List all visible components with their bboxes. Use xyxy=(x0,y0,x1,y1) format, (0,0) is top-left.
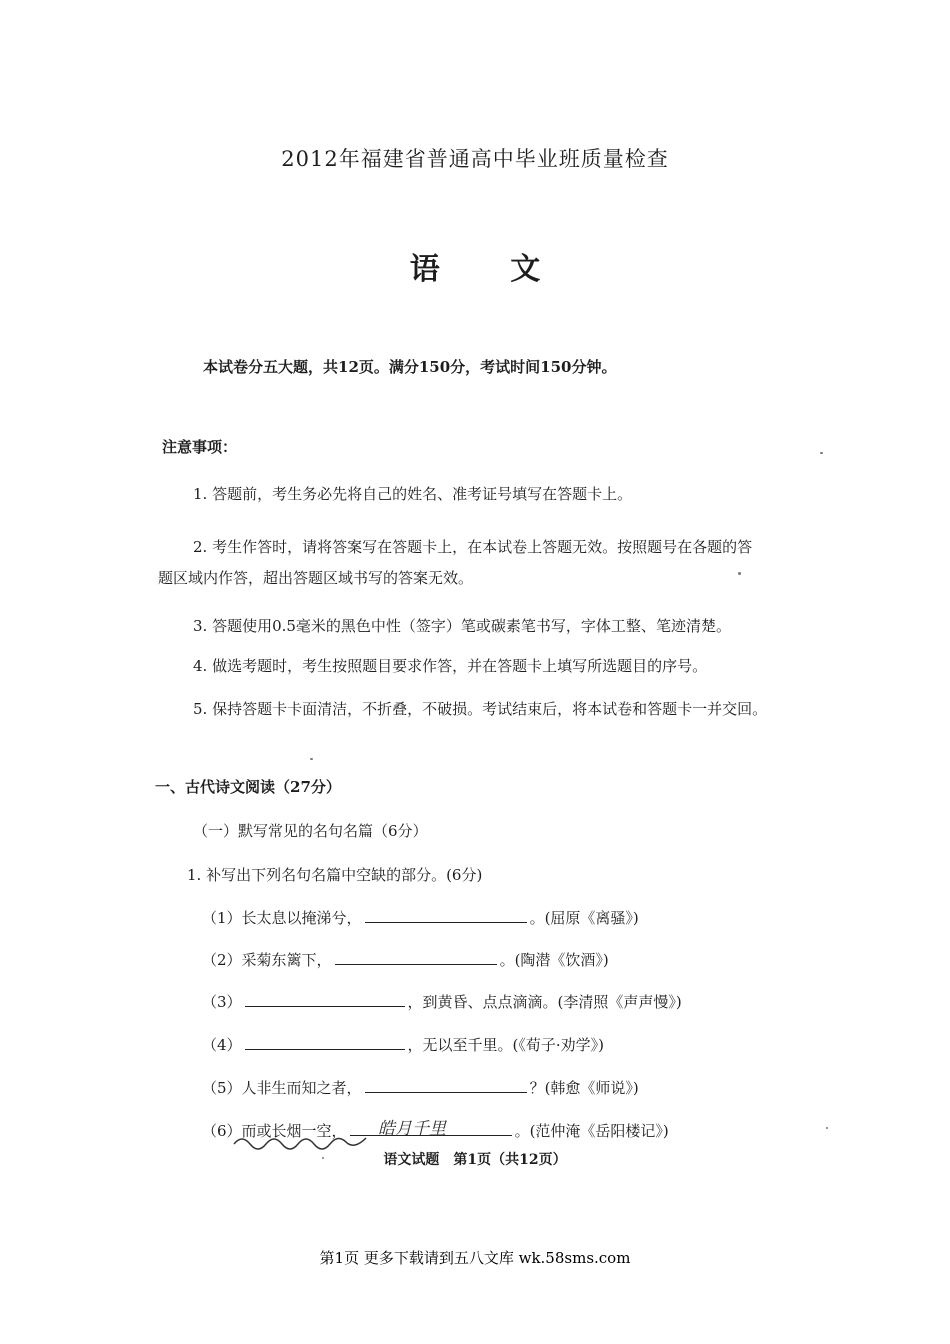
line-number: （2） xyxy=(202,951,242,969)
line-number: （3） xyxy=(202,993,242,1011)
line-pre: 长太息以掩涕兮， xyxy=(241,909,362,927)
fill-line-2 xyxy=(202,948,609,970)
answer-blank[interactable] xyxy=(365,906,527,923)
answer-blank[interactable] xyxy=(365,1076,527,1093)
subsection-heading: （一）默写常见的名句名篇（6分） xyxy=(193,822,428,840)
line-pre: 采菊东篱下， xyxy=(241,951,332,969)
answer-blank[interactable] xyxy=(245,1033,405,1050)
line-post: 。(屈原《离骚》) xyxy=(529,909,639,927)
notice-item-4: 4. 做选考题时，考生按照题目要求作答，并在答题卡上填写所选题目的序号。 xyxy=(193,657,708,675)
line-post: 。(陶潜《饮酒》) xyxy=(499,951,609,969)
scan-speck xyxy=(738,572,741,575)
exam-title: 2012年福建省普通高中毕业班质量检查 xyxy=(281,147,669,171)
notice-item-2-cont: 题区域内作答，超出答题区域书写的答案无效。 xyxy=(158,569,474,587)
notice-item-5: 5. 保持答题卡卡面清洁，不折叠，不破损。考试结束后，将本试卷和答题卡一并交回。 xyxy=(193,700,768,718)
line-number: （1） xyxy=(202,909,242,927)
section-heading: 一、古代诗文阅读（27分） xyxy=(155,778,341,796)
scan-speck xyxy=(826,1127,828,1129)
answer-blank[interactable] xyxy=(335,948,497,965)
fill-line-4 xyxy=(202,1033,604,1055)
handwritten-answer: 皓月千里 xyxy=(378,1119,446,1139)
exam-intro: 本试卷分五大题，共12页。满分150分，考试时间150分钟。 xyxy=(203,358,617,376)
watermark-footer: 第1页 更多下载请到五八文库 wk.58sms.com xyxy=(319,1249,631,1267)
line-pre: 而或长烟一空， xyxy=(241,1122,347,1140)
fill-line-5 xyxy=(202,1076,639,1098)
page-footer: 语文试题 第1页（共12页） xyxy=(383,1152,567,1168)
scan-speck xyxy=(322,1157,324,1159)
notice-item-1: 1. 答题前，考生务必先将自己的姓名、准考证号填写在答题卡上。 xyxy=(193,485,633,503)
fill-line-1 xyxy=(202,906,639,928)
subject-title: 语 文 xyxy=(409,252,541,287)
scan-speck xyxy=(820,452,823,454)
line-post: ？(韩愈《师说》) xyxy=(529,1079,639,1097)
line-number: （4） xyxy=(202,1036,242,1054)
notice-item-2: 2. 考生作答时，请将答案写在答题卡上，在本试卷上答题无效。按照题号在各题的答 xyxy=(193,538,753,556)
answer-blank[interactable] xyxy=(245,990,405,1007)
line-post: ，无以至千里。(《荀子·劝学》) xyxy=(407,1036,605,1054)
line-post: ，到黄昏、点点滴滴。(李清照《声声慢》) xyxy=(407,993,682,1011)
line-number: （5） xyxy=(202,1079,242,1097)
line-pre: 人非生而知之者， xyxy=(241,1079,362,1097)
fill-line-3 xyxy=(202,990,682,1012)
question-1: 1. 补写出下列名句名篇中空缺的部分。(6分) xyxy=(187,866,483,884)
notice-heading: 注意事项： xyxy=(162,438,238,456)
line-post: 。(范仲淹《岳阳楼记》) xyxy=(514,1122,669,1140)
notice-item-3: 3. 答题使用0.5毫米的黑色中性（签字）笔或碳素笔书写，字体工整、笔迹清楚。 xyxy=(193,617,731,635)
scan-speck xyxy=(310,758,313,760)
line-number: （6） xyxy=(202,1122,242,1140)
